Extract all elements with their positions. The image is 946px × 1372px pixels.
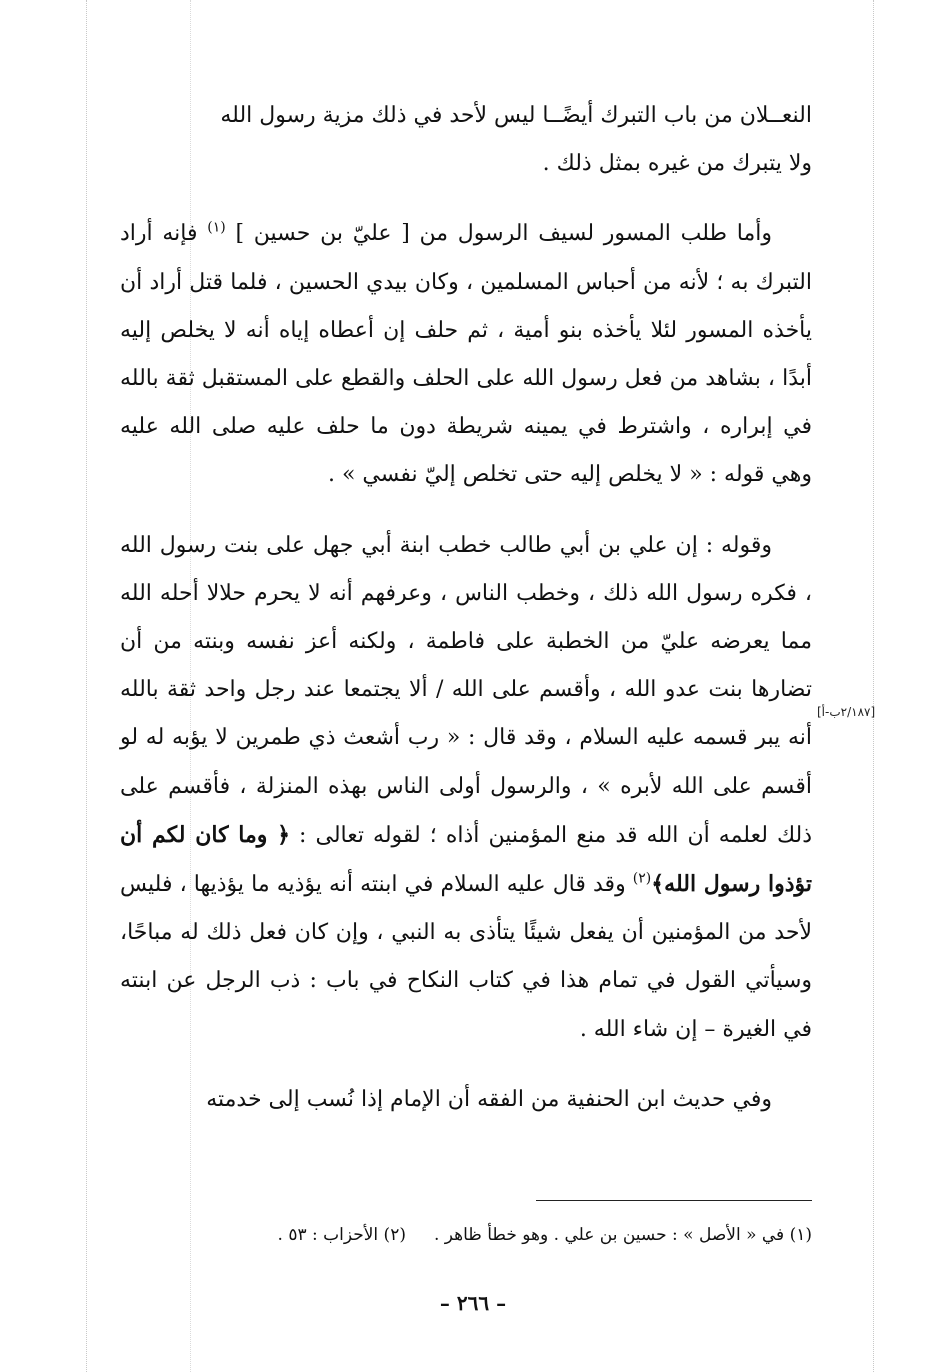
paragraph-1-line-1: النعــلان من باب التبرك أيضًــا ليس لأحد في ذلك مزية رسول الله (220, 103, 812, 128)
main-text (120, 92, 812, 1124)
footnote-2: (٢) الأحزاب : ٥٣ . (277, 1225, 406, 1245)
scan-guide-right (873, 0, 874, 1372)
paragraph-3 (120, 522, 812, 1054)
paragraph-2 (120, 210, 812, 499)
paragraph-4 (120, 1076, 812, 1124)
paragraph-1-line-2: ولا يتبرك من غيره بمثل ذلك . (542, 151, 812, 177)
quran-verse: ﴿ وما كان لكم أن تؤذوا رسول الله﴾ (120, 821, 812, 898)
footnote-separator (536, 1200, 812, 1201)
paragraph-3-part-2: وقد قال عليه السلام في ابنته أنه يؤذيه ما يؤذيها ، فليس لأحد من المؤمنين أن يفعل شيئًا يتأذى به النبي ، وإن كان فعل ذلك له مباحًا، وسيأتي القول في تمام هذا في كتاب النكاح في باب : ذب الرجل عن ابنته في الغيرة – إن شاء الله . (120, 872, 812, 1042)
footnote-ref-2: (٢) (632, 870, 652, 887)
paragraph-4-text: وفي حديث ابن الحنفية من الفقه أن الإمام إذا نُسب إلى خدمته (206, 1086, 772, 1112)
footnote-ref-1: (١) (207, 220, 226, 237)
footnote-1: (١) في « الأصل » : حسين بن علي . وهو خطأ ظاهر . (433, 1225, 812, 1245)
paragraph-1 (120, 92, 812, 188)
footnotes (110, 1221, 812, 1249)
scan-guide-left (86, 0, 87, 1372)
manuscript-folio-marker: [٢/١٨٧ب-أ] (817, 705, 876, 719)
paragraph-2-body: فإنه أراد التبرك به ؛ لأنه من أحباس المسلمين ، وكان بيدي الحسين ، فلما قتل أراد أن يأخذه المسور لئلا يأخذه بنو أمية ، ثم حلف إن أعطاه إياه أنه لا يخلص إليه أبدًا ، بشاهد من فعل رسول الله على الحلف والقطع على المستقبل ثقة بالله في إبراره ، واشترط في يمينه شريطة دون ما حلف عليه صلى الله عليه وهي قوله : « لا يخلص إليه حتى تخلص إليّ نفسي » . (120, 221, 812, 488)
page-number: – ٢٦٦ – (439, 1291, 507, 1315)
paragraph-3-part-1: وقوله : إن علي بن أبي طالب خطب ابنة أبي جهل على بنت رسول الله ، فكره رسول الله ذلك ، وخطب الناس ، وعرفهم أنه لا يحرم حلالا أحله الله مما يعرضه عليّ من الخطبة على فاطمة ، ولكنه أعز نفسه وبنته من أن تضارها بنت عدو الله ، وأقسم على الله / ألا يجتمعا عند رجل واحد ثقة بالله أنه يبر قسمه عليه السلام ، وقد قال : « رب أشعث ذي طمرين لا يؤبه له لو أقسم على الله لأبره » ، والرسول أولى الناس بهذه المنزلة ، فأقسم على ذلك لعلمه أن الله قد منع المؤمنين أذاه ؛ لقوله تعالى : (120, 532, 812, 848)
paragraph-2-lead: وأما طلب المسور لسيف الرسول من [ عليّ بن حسين ] (225, 221, 772, 247)
